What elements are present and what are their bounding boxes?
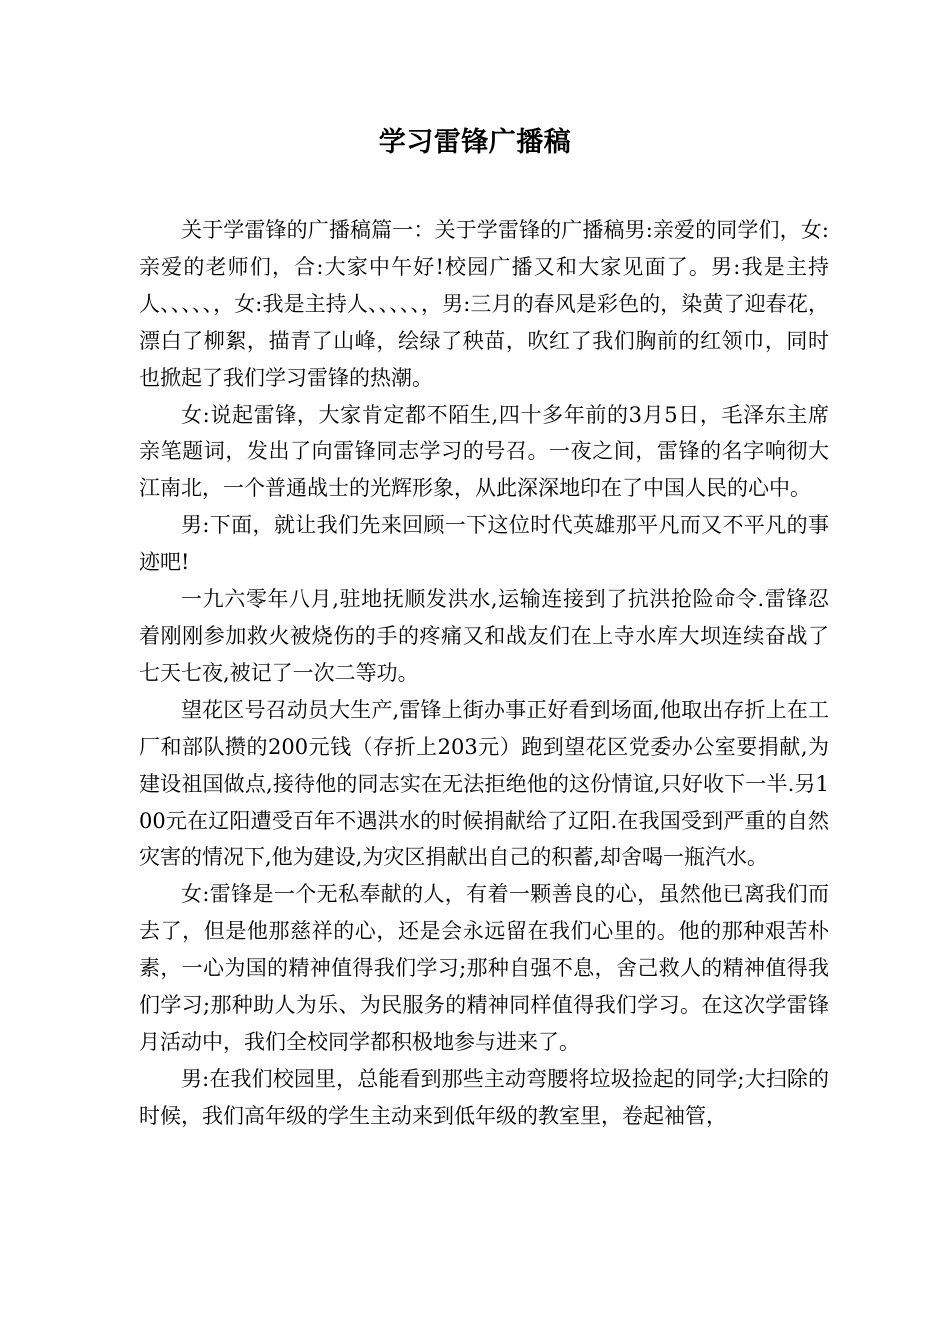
paragraph: 男:下面，就让我们先来回顾一下这位时代英雄那平凡而又不平凡的事迹吧! [139,513,829,575]
paragraph: 望花区号召动员大生产,雷锋上街办事正好看到场面,他取出存折上在工厂和部队攒的200元钱（存折上203元）跑到望花区党委办公室要捐献,为建设祖国做点,接待他的同志实在无法拒绝他的这份情谊,只好收下一半.另100元在辽阳遭受百年不遇洪水的时候捐献给了辽阳.在我国受到严重的自然灾害的情况下,他为建设,为灾区捐献出自己的积蓄,却舍喝一瓶汽水。 [139,697,829,870]
paragraph: 关于学雷锋的广播稿篇一：关于学雷锋的广播稿男:亲爱的同学们，女:亲爱的老师们，合:大家中午好!校园广播又和大家见面了。男:我是主持人、、、、、，女:我是主持人、、、、、，男:三月的春风是彩色的，染黄了迎春花，漂白了柳絮，描青了山峰，绘绿了秧苗，吹红了我们胸前的红领巾，同时也掀起了我们学习雷锋的热潮。 [139,218,829,390]
paragraph: 女:雷锋是一个无私奉献的人，有着一颗善良的心，虽然他已离我们而去了，但是他那慈祥的心，还是会永远留在我们心里的。他的那种艰苦朴素，一心为国的精神值得我们学习;那种自强不息，舍己救人的精神值得我们学习;那种助人为乐、为民服务的精神同样值得我们学习。在这次学雷锋月活动中，我们全校同学都积极地参与进来了。 [139,882,829,1054]
paragraph: 女:说起雷锋，大家肯定都不陌生,四十多年前的3月5日，毛泽东主席亲笔题词，发出了向雷锋同志学习的号召。一夜之间，雷锋的名字响彻大江南北，一个普通战士的光辉形象，从此深深地印在了中国人民的心中。 [139,402,829,501]
paragraph: 男:在我们校园里，总能看到那些主动弯腰将垃圾捡起的同学;大扫除的时候，我们高年级的学生主动来到低年级的教室里，卷起袖管， [139,1066,829,1128]
paragraph: 一九六零年八月,驻地抚顺发洪水,运输连接到了抗洪抢险命令.雷锋忍着刚刚参加救火被烧伤的手的疼痛又和战友们在上寺水库大坝连续奋战了七天七夜,被记了一次二等功。 [139,587,829,685]
document-body [139,212,829,1135]
document-title: 学习雷锋广播稿 [378,127,572,158]
